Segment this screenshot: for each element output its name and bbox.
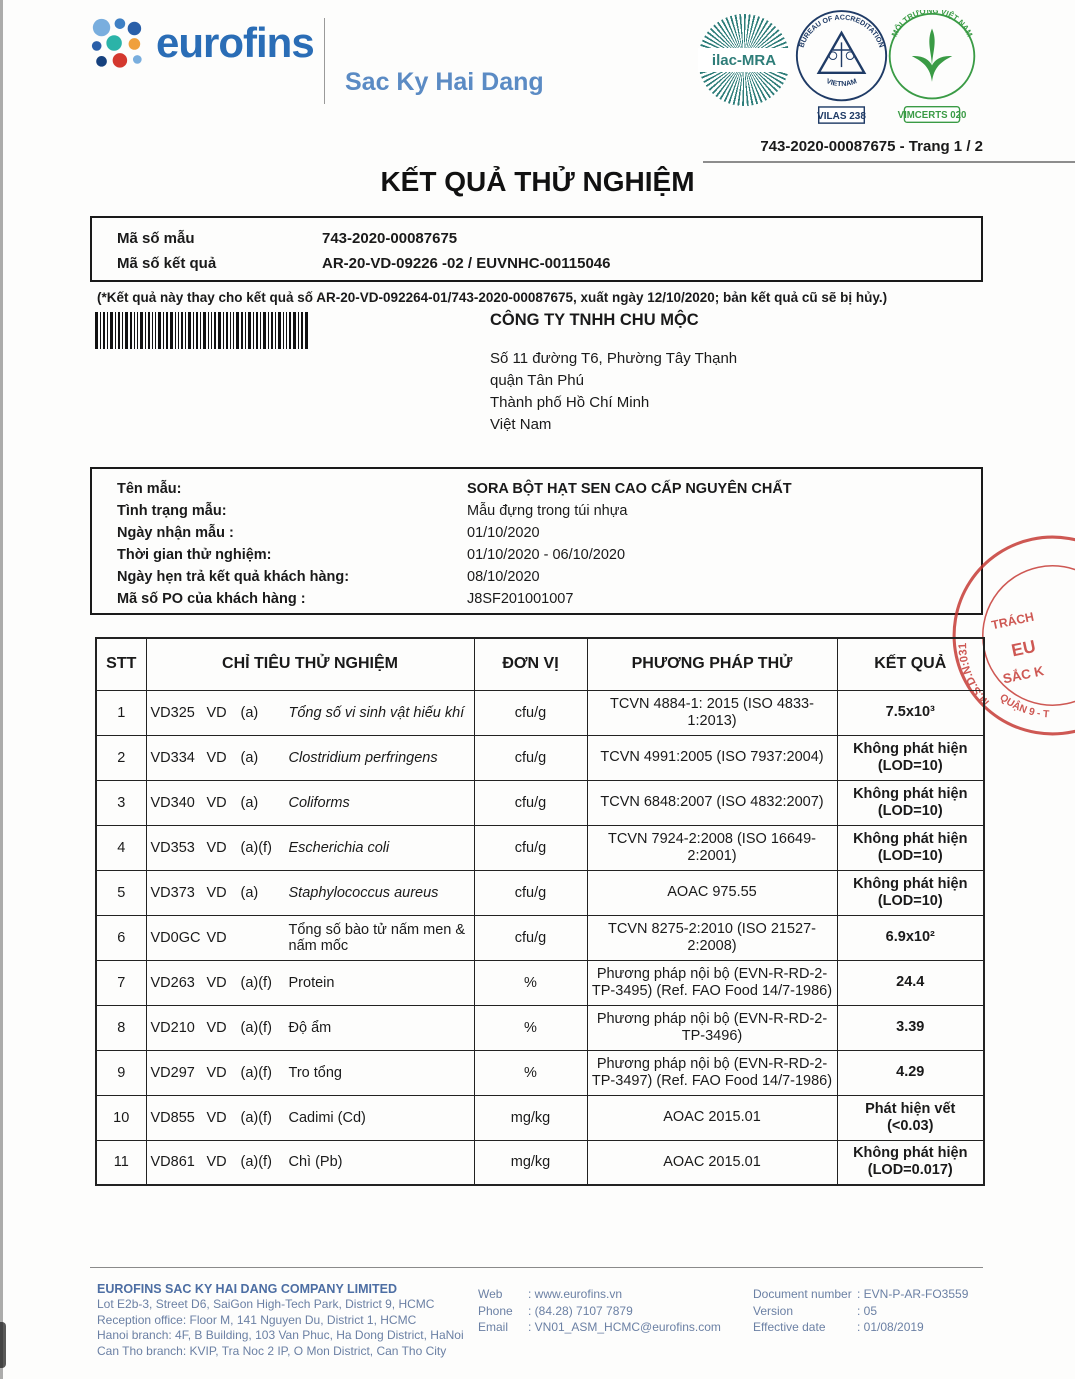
docmeta-value: : 05 [857,1303,878,1318]
footer-company-name: EUROFINS SAC KY HAI DANG COMPANY LIMITED [97,1282,398,1296]
division-name: Sac Ky Hai Dang [345,68,544,96]
contact-value: : www.eurofins.vn [528,1287,623,1301]
test-name: Độ ẩm [288,1019,332,1036]
info-value: 08/10/2020 [467,569,540,585]
ilac-mra-logo [698,14,790,106]
stamp-line3-text: SẮC K [1001,663,1046,687]
test-sub: VD [206,839,227,856]
results-table-body [96,690,984,1185]
contact-label: Email [478,1320,509,1334]
customer-address-line: Số 11 đường T6, Phường Tây Thạnh [490,350,738,367]
method: Phương pháp nội bộ (EVN-R-RD-2-TP-3496) [587,1005,837,1050]
method: TCVN 6848:2007 (ISO 4832:2007) [587,780,837,825]
table-row [96,735,984,780]
vilas-label: VILAS 238 [817,110,866,122]
test-code: VD861 [150,1154,195,1171]
info-value: SORA BỘT HẠT SEN CAO CẤP NGUYÊN CHẤT [467,481,792,497]
eurofins-logo [88,14,314,72]
contact-value: : VN01_ASM_HCMC@eurofins.com [528,1320,721,1334]
row-stt: 8 [96,1005,146,1050]
footer-address-line: Can Tho branch: KVIP, Tra Noc 2 IP, O Mon District, Can Tho City [97,1343,447,1358]
test-code: VD0GC [150,929,201,946]
info-label: Thời gian thử nghiệm: [117,547,272,563]
info-value: 01/10/2020 [467,525,540,541]
header-parameter: CHỈ TIÊU THỬ NGHIỆM [146,638,474,690]
test-code: VD263 [150,974,195,991]
brand-name: eurofins [156,19,314,66]
sample-code-label: Mã số mẫu [117,230,195,247]
header-unit: ĐƠN VỊ [474,638,587,690]
report-title: KẾT QUẢ THỬ NGHIỆM [380,166,695,197]
header-stt: STT [96,638,146,690]
sample-info-box [90,467,983,615]
stamp-line1-text: TRÁCH [990,609,1036,633]
info-label: Tình trạng mẫu: [117,503,227,519]
unit: cfu/g [474,735,587,780]
test-sub: VD [206,794,227,811]
vimcerts-logo [886,10,978,133]
vimcerts-arc-label: MÔI TRƯỜNG VIỆT NAM [889,10,975,39]
result: 3.39 [837,1005,984,1050]
leaf-icon [912,29,952,82]
table-row [96,1005,984,1050]
boa-arc-top-label: BUREAU OF ACCREDITATION [797,13,886,49]
test-note: (a) [240,884,259,901]
method: Phương pháp nội bộ (EVN-R-RD-2-TP-3497) (Ref. FAO Food 14/7-1986) [587,1050,837,1095]
sample-id-box [90,216,983,282]
boa-vilas-logo [794,8,889,134]
table-row [96,915,984,960]
result: Không phát hiện (LOD=0.017) [837,1140,984,1185]
test-code: VD373 [150,884,195,901]
footer-address-line: Hanoi branch: 4F, B Building, 103 Van Phuc, Ha Dong District, HaNoi [97,1328,464,1342]
test-name: Coliforms [288,794,350,811]
stamp-arc-left-text: M.S.D.N:031 [957,642,993,708]
test-sub: VD [206,749,227,766]
row-stt: 1 [96,690,146,735]
method: TCVN 4884-1: 2015 (ISO 4833-1:2013) [587,690,837,735]
test-note: (a)(f) [240,1109,272,1126]
table-row [96,1095,984,1140]
footer-address-line: Lot E2b-3, Street D6, SaiGon High-Tech Park, District 9, HCMC [97,1297,435,1311]
docmeta-label: Effective date [753,1320,826,1334]
unit: cfu/g [474,780,587,825]
test-note: (a) [240,794,259,811]
footer-divider [90,1267,983,1268]
unit: % [474,1005,587,1050]
table-row [96,780,984,825]
results-table [95,637,985,1186]
scan-smudge-artifact [0,1322,6,1368]
unit: cfu/g [474,825,587,870]
contact-value: : (84.28) 7107 7879 [528,1303,633,1318]
test-sub: VD [206,1154,227,1171]
test-sub: VD [206,1019,227,1036]
result: Không phát hiện (LOD=10) [837,825,984,870]
vimcerts-label: VIMCERTS 020 [897,110,967,122]
test-code: VD325 [150,704,195,721]
svg-text:VIETNAM [825,77,858,88]
result: 7.5x10³ [837,690,984,735]
table-row [96,1050,984,1095]
sample-code-value: 743-2020-00087675 [322,230,458,247]
unit: cfu/g [474,690,587,735]
table-row [96,825,984,870]
test-name: Tổng số bào tử nấm men & nấm mốc [288,921,466,954]
method: AOAC 2015.01 [587,1140,837,1185]
replacement-note: (*Kết quả này thay cho kết quả số AR-20-VD-092264-01/743-2020-00087675, xuất ngày 12/10/2020; bản kết quả cũ sẽ bị hủy.) [97,290,888,305]
customer-name: CÔNG TY TNHH CHU MỘC [490,311,699,329]
unit: % [474,1050,587,1095]
info-label: Mã số PO của khách hàng : [117,591,306,607]
footer-docmeta-block [753,1286,968,1336]
test-name: Clostridium perfringens [288,749,438,766]
stamp-line2-text: EU [1009,635,1038,661]
row-stt: 4 [96,825,146,870]
docmeta-label: Version [753,1303,794,1318]
header-method: PHƯƠNG PHÁP THỬ [587,638,837,690]
header-rule [703,161,1075,163]
result: 24.4 [837,960,984,1005]
info-value: Mẫu đựng trong túi nhựa [467,503,628,519]
test-note: (a) [240,704,259,721]
row-stt: 9 [96,1050,146,1095]
test-code: VD210 [150,1019,195,1036]
row-stt: 3 [96,780,146,825]
result: Phát hiện vết (<0.03) [837,1095,984,1140]
docmeta-label: Document number [753,1287,852,1301]
result: 6.9x10² [837,915,984,960]
table-header-row [96,638,984,690]
footer-company-block [97,1281,464,1359]
test-name: Tro tổng [288,1064,342,1081]
test-code: VD297 [150,1064,195,1081]
info-label: Tên mẫu: [117,481,182,497]
contact-label: Web [478,1287,503,1301]
customer-block [490,311,737,436]
customer-address-line: Thành phố Hồ Chí Minh [490,394,650,411]
method: AOAC 2015.01 [587,1095,837,1140]
table-row [96,1140,984,1185]
unit: cfu/g [474,870,587,915]
test-sub: VD [206,1064,227,1081]
test-name: Escherichia coli [288,839,390,856]
test-name: Protein [288,974,335,991]
footer-contact-block [478,1286,721,1336]
docmeta-value: : EVN-P-AR-FO3559 [857,1287,969,1301]
result-code-value: AR-20-VD-09226 -02 / EUVNHC-00115046 [322,255,611,272]
test-note: (a) [240,749,259,766]
row-stt: 7 [96,960,146,1005]
test-sub: VD [206,1109,227,1126]
table-row [96,960,984,1005]
document-reference: 743-2020-00087675 - Trang 1 / 2 [760,138,983,155]
unit: % [474,960,587,1005]
result: Không phát hiện (LOD=10) [837,780,984,825]
stamp-arc-bottom-text: QUẬN 9 - T [997,692,1050,721]
test-code: VD340 [150,794,195,811]
customer-address-line: Việt Nam [490,416,552,433]
result-code-label: Mã số kết quả [117,255,217,272]
footer-address-line: Reception office: Floor M, 141 Nguyen Du, District 1, HCMC [97,1312,417,1327]
docmeta-value: : 01/08/2019 [857,1320,924,1334]
test-name: Chì (Pb) [288,1154,343,1171]
test-code: VD334 [150,749,195,766]
unit: mg/kg [474,1095,587,1140]
unit: mg/kg [474,1140,587,1185]
row-stt: 2 [96,735,146,780]
info-value: J8SF201001007 [467,591,574,607]
info-label: Ngày hẹn trả kết quả khách hàng: [117,569,350,585]
header-result: KẾT QUẢ [837,638,984,690]
svg-text:QUẬN 9 - T [996,684,1053,731]
row-stt: 11 [96,1140,146,1185]
row-stt: 6 [96,915,146,960]
method: TCVN 4991:2005 (ISO 7937:2004) [587,735,837,780]
method: TCVN 7924-2:2008 (ISO 16649-2:2001) [587,825,837,870]
test-sub: VD [206,974,227,991]
result: Không phát hiện (LOD=10) [837,735,984,780]
scan-edge-artifact [0,0,3,1379]
test-note: (a)(f) [240,1154,272,1171]
test-sub: VD [206,884,227,901]
header-divider [324,18,325,104]
test-name: Tổng số vi sinh vật hiếu khí [288,704,465,721]
info-value: 01/10/2020 - 06/10/2020 [467,547,626,563]
ilac-mra-label: ilac-MRA [698,48,790,72]
result: 4.29 [837,1050,984,1095]
contact-label: Phone [478,1303,513,1318]
test-sub: VD [206,704,227,721]
barcode [95,312,308,354]
customer-address-line: quận Tân Phú [490,372,584,389]
table-row [96,870,984,915]
test-name: Staphylococcus aureus [288,884,439,901]
eurofins-dots-icon [88,14,146,72]
unit: cfu/g [474,915,587,960]
boa-arc-bottom-label: VIETNAM [825,77,858,89]
table-row [96,690,984,735]
method: AOAC 975.55 [587,870,837,915]
method: Phương pháp nội bộ (EVN-R-RD-2-TP-3495) (Ref. FAO Food 14/7-1986) [587,960,837,1005]
test-code: VD353 [150,839,195,856]
info-label: Ngày nhận mẫu : [117,525,234,541]
row-stt: 5 [96,870,146,915]
test-note: (a)(f) [240,974,272,991]
test-code: VD855 [150,1109,195,1126]
test-sub: VD [206,929,227,946]
method: TCVN 8275-2:2010 (ISO 21527-2:2008) [587,915,837,960]
row-stt: 10 [96,1095,146,1140]
test-name: Cadimi (Cd) [288,1109,366,1126]
test-note: (a)(f) [240,1064,272,1081]
result: Không phát hiện (LOD=10) [837,870,984,915]
test-note: (a)(f) [240,839,272,856]
test-note: (a)(f) [240,1019,272,1036]
